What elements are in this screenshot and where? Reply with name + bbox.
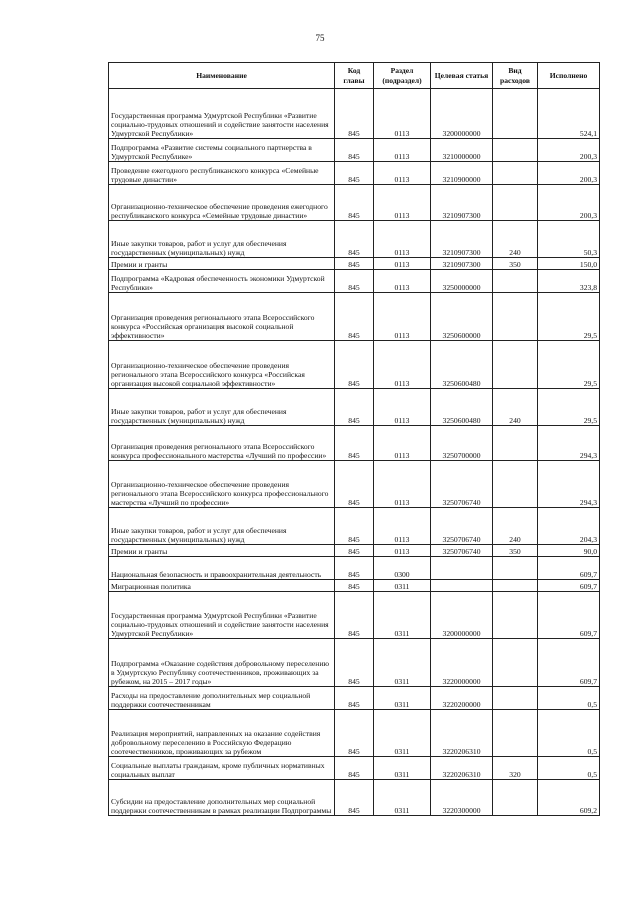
cell-name: Премии и гранты <box>109 545 335 557</box>
cell-code: 845 <box>335 426 374 461</box>
cell-code: 845 <box>335 258 374 270</box>
cell-executed: 29,5 <box>538 341 600 389</box>
table-header-row <box>109 63 600 89</box>
cell-section: 0113 <box>374 258 431 270</box>
cell-executed: 150,0 <box>538 258 600 270</box>
cell-name: Подпрограмма «Развитие системы социального партнерства в Удмуртской Республике» <box>109 139 335 162</box>
cell-section: 0113 <box>374 545 431 557</box>
cell-code: 845 <box>335 687 374 710</box>
cell-type <box>493 687 538 710</box>
cell-type <box>493 270 538 293</box>
table-row <box>109 89 600 139</box>
cell-target: 3220206310 <box>431 757 493 780</box>
cell-type: 240 <box>493 508 538 545</box>
table-row <box>109 426 600 461</box>
cell-executed: 0,5 <box>538 687 600 710</box>
cell-name: Реализация мероприятий, направленных на оказание содействия добровольному переселению в Российскую Федерацию соотечественников, проживающих за рубежом <box>109 710 335 757</box>
table-row <box>109 293 600 341</box>
cell-target: 3210907300 <box>431 258 493 270</box>
cell-type: 350 <box>493 258 538 270</box>
cell-name: Государственная программа Удмуртской Республики «Развитие социально-трудовых отношений и содействие занятости населения Удмуртской Республики» <box>109 89 335 139</box>
cell-executed: 323,8 <box>538 270 600 293</box>
header-type: Вид расходов <box>493 63 538 89</box>
cell-executed: 609,7 <box>538 580 600 592</box>
header-target: Целевая статья <box>431 63 493 89</box>
table-row <box>109 185 600 221</box>
cell-section: 0113 <box>374 293 431 341</box>
table-row <box>109 461 600 508</box>
cell-target: 3220000000 <box>431 639 493 687</box>
cell-section: 0311 <box>374 780 431 816</box>
cell-type: 320 <box>493 757 538 780</box>
cell-name: Расходы на предоставление дополнительных мер социальной поддержки соотечественникам <box>109 687 335 710</box>
cell-name: Организационно-техническое обеспечение проведения ежегодного республиканского конкурса «Семейные трудовые династии» <box>109 185 335 221</box>
cell-type <box>493 557 538 580</box>
cell-type <box>493 780 538 816</box>
cell-name: Организационно-техническое обеспечение проведения регионального этапа Всероссийского конкурса профессионального мастерства «Лучший по профессии» <box>109 461 335 508</box>
cell-code: 845 <box>335 508 374 545</box>
cell-type <box>493 162 538 185</box>
cell-section: 0311 <box>374 687 431 710</box>
cell-code: 845 <box>335 162 374 185</box>
cell-code: 845 <box>335 293 374 341</box>
cell-section: 0113 <box>374 221 431 258</box>
cell-target: 3250600000 <box>431 293 493 341</box>
cell-section: 0311 <box>374 592 431 639</box>
table-row <box>109 580 600 592</box>
cell-executed: 204,3 <box>538 508 600 545</box>
cell-executed: 294,3 <box>538 426 600 461</box>
cell-section: 0113 <box>374 89 431 139</box>
cell-target: 3210907300 <box>431 185 493 221</box>
cell-code: 845 <box>335 780 374 816</box>
table-row <box>109 162 600 185</box>
cell-code: 845 <box>335 557 374 580</box>
table-row <box>109 757 600 780</box>
cell-type <box>493 139 538 162</box>
cell-type: 350 <box>493 545 538 557</box>
header-executed: Исполнено <box>538 63 600 89</box>
cell-code: 845 <box>335 139 374 162</box>
cell-section: 0113 <box>374 162 431 185</box>
cell-type <box>493 639 538 687</box>
cell-target <box>431 580 493 592</box>
cell-code: 845 <box>335 341 374 389</box>
cell-target <box>431 557 493 580</box>
cell-executed: 0,5 <box>538 757 600 780</box>
table-row <box>109 557 600 580</box>
table-row <box>109 545 600 557</box>
cell-target: 3210907300 <box>431 221 493 258</box>
cell-name: Подпрограмма «Кадровая обеспеченность экономики Удмуртской Республики» <box>109 270 335 293</box>
cell-name: Иные закупки товаров, работ и услуг для обеспечения государственных (муниципальных) нужд <box>109 221 335 258</box>
cell-section: 0113 <box>374 185 431 221</box>
table-row <box>109 341 600 389</box>
cell-code: 845 <box>335 592 374 639</box>
cell-section: 0113 <box>374 341 431 389</box>
cell-name: Подпрограмма «Оказание содействия добровольному переселению в Удмуртскую Республику соотечественников, проживающих за рубежом, на 2015 – 2017 годы» <box>109 639 335 687</box>
cell-executed: 90,0 <box>538 545 600 557</box>
cell-name: Иные закупки товаров, работ и услуг для обеспечения государственных (муниципальных) нужд <box>109 389 335 426</box>
cell-executed: 609,7 <box>538 639 600 687</box>
cell-section: 0311 <box>374 580 431 592</box>
cell-code: 845 <box>335 89 374 139</box>
header-code: Код главы <box>335 63 374 89</box>
cell-type <box>493 89 538 139</box>
cell-executed: 609,2 <box>538 780 600 816</box>
cell-executed: 294,3 <box>538 461 600 508</box>
cell-executed: 50,3 <box>538 221 600 258</box>
table-row <box>109 710 600 757</box>
cell-code: 845 <box>335 710 374 757</box>
cell-type <box>493 341 538 389</box>
cell-type <box>493 426 538 461</box>
cell-name: Национальная безопасность и правоохранительная деятельность <box>109 557 335 580</box>
cell-code: 845 <box>335 389 374 426</box>
table-row <box>109 389 600 426</box>
cell-section: 0311 <box>374 710 431 757</box>
cell-code: 845 <box>335 580 374 592</box>
cell-executed: 200,3 <box>538 162 600 185</box>
cell-name: Организация проведения регионального этапа Всероссийского конкурса «Российская организация высокой социальной эффективности» <box>109 293 335 341</box>
cell-target: 3200000000 <box>431 592 493 639</box>
cell-type <box>493 293 538 341</box>
cell-type: 240 <box>493 389 538 426</box>
cell-executed: 200,3 <box>538 139 600 162</box>
header-section: Раздел (подраздел) <box>374 63 431 89</box>
cell-code: 845 <box>335 185 374 221</box>
cell-executed: 524,1 <box>538 89 600 139</box>
table-row <box>109 221 600 258</box>
table-row <box>109 780 600 816</box>
cell-executed: 609,7 <box>538 592 600 639</box>
cell-type: 240 <box>493 221 538 258</box>
page-number: 75 <box>315 33 325 43</box>
cell-executed: 200,3 <box>538 185 600 221</box>
cell-name: Субсидии на предоставление дополнительных мер социальной поддержки соотечественникам в рамках реализации Подпрограммы <box>109 780 335 816</box>
cell-section: 0113 <box>374 389 431 426</box>
cell-target: 3250600480 <box>431 341 493 389</box>
table-row <box>109 270 600 293</box>
cell-target: 3210900000 <box>431 162 493 185</box>
cell-target: 3220206310 <box>431 710 493 757</box>
table-row <box>109 639 600 687</box>
cell-section: 0311 <box>374 639 431 687</box>
cell-section: 0311 <box>374 757 431 780</box>
cell-target: 3250706740 <box>431 545 493 557</box>
cell-target: 3220300000 <box>431 780 493 816</box>
cell-type <box>493 185 538 221</box>
cell-target: 3250700000 <box>431 426 493 461</box>
cell-executed: 29,5 <box>538 293 600 341</box>
cell-target: 3250000000 <box>431 270 493 293</box>
cell-name: Миграционная политика <box>109 580 335 592</box>
cell-code: 845 <box>335 757 374 780</box>
table-row <box>109 258 600 270</box>
cell-type <box>493 592 538 639</box>
cell-target: 3200000000 <box>431 89 493 139</box>
cell-code: 845 <box>335 545 374 557</box>
cell-section: 0113 <box>374 426 431 461</box>
cell-name: Организация проведения регионального этапа Всероссийского конкурса профессионального мастерства «Лучший по профессии» <box>109 426 335 461</box>
cell-name: Иные закупки товаров, работ и услуг для обеспечения государственных (муниципальных) нужд <box>109 508 335 545</box>
table-row <box>109 687 600 710</box>
cell-section: 0113 <box>374 270 431 293</box>
table-row <box>109 139 600 162</box>
cell-name: Проведение ежегодного республиканского конкурса «Семейные трудовые династии» <box>109 162 335 185</box>
table-row <box>109 508 600 545</box>
cell-name: Социальные выплаты гражданам, кроме публичных нормативных социальных выплат <box>109 757 335 780</box>
table-row <box>109 592 600 639</box>
header-name: Наименование <box>109 63 335 89</box>
cell-target: 3210000000 <box>431 139 493 162</box>
cell-executed: 29,5 <box>538 389 600 426</box>
cell-executed: 0,5 <box>538 710 600 757</box>
cell-code: 845 <box>335 221 374 258</box>
cell-section: 0113 <box>374 461 431 508</box>
budget-table <box>108 62 600 816</box>
cell-section: 0300 <box>374 557 431 580</box>
cell-code: 845 <box>335 270 374 293</box>
cell-name: Государственная программа Удмуртской Республики «Развитие социально-трудовых отношений и содействие занятости населения Удмуртской Республики» <box>109 592 335 639</box>
cell-type <box>493 710 538 757</box>
cell-target: 3220200000 <box>431 687 493 710</box>
cell-type <box>493 461 538 508</box>
cell-name: Премии и гранты <box>109 258 335 270</box>
cell-section: 0113 <box>374 508 431 545</box>
cell-target: 3250600480 <box>431 389 493 426</box>
cell-type <box>493 580 538 592</box>
cell-section: 0113 <box>374 139 431 162</box>
cell-code: 845 <box>335 639 374 687</box>
cell-executed: 609,7 <box>538 557 600 580</box>
cell-target: 3250706740 <box>431 508 493 545</box>
cell-code: 845 <box>335 461 374 508</box>
cell-target: 3250706740 <box>431 461 493 508</box>
cell-name: Организационно-техническое обеспечение проведения регионального этапа Всероссийского конкурса «Российская организация высокой социальной эффективности» <box>109 341 335 389</box>
